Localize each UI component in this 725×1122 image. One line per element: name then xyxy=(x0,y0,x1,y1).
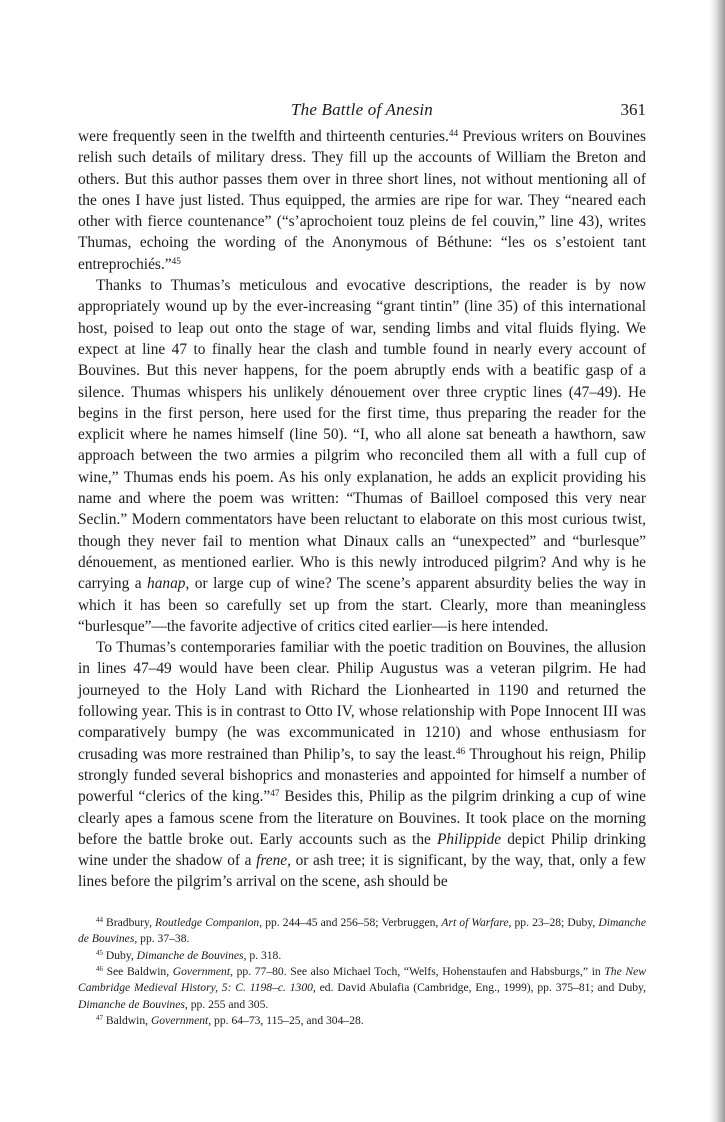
text-run: or large cup of wine? The scene’s apparent absurdity belies the way in which it has been so carefully set up from the start. Clearly, more than meaningless “burlesque”—the favorite adjective of critics cited earlier—is here intended. xyxy=(78,575,646,635)
italic-text: Dimanche de Bouvines, xyxy=(136,948,247,962)
note-reference: 47 xyxy=(96,1014,103,1023)
note-reference: 46 xyxy=(96,965,103,974)
body-text xyxy=(78,126,646,893)
text-run: Besides this, Philip as the pilgrim drinking a cup of wine clearly apes a famous scene from the literature on Bouvines. It took place on the morning before the battle broke out. Early accounts such as the xyxy=(78,788,647,848)
paragraph-2 xyxy=(78,275,646,637)
italic-text: Dimanche de Bouvines, xyxy=(78,915,646,946)
italic-text: Government, xyxy=(172,964,233,978)
italic-text: frene, xyxy=(256,852,291,870)
paragraph-1 xyxy=(78,126,646,275)
footnotes xyxy=(78,915,646,1030)
text-run: ed. David Abulafia (Cambridge, Eng., 1999), pp. 375–81; and Duby, xyxy=(315,981,646,995)
book-page xyxy=(78,96,646,1030)
text-run: pp. 77–80. See also Michael Toch, “Welfs, Hohenstaufen and Habsburgs,” in xyxy=(232,964,605,978)
text-run: Duby, xyxy=(102,948,137,962)
italic-text: Government, xyxy=(150,1014,212,1028)
note-reference: 44 xyxy=(96,915,103,924)
text-run: pp. 255 and 305. xyxy=(187,997,269,1011)
italic-text: Routledge Companion, xyxy=(155,915,263,929)
page-edge-shadow xyxy=(709,0,725,1122)
italic-text: Dimanche de Bouvines, xyxy=(78,997,188,1011)
footnote-44 xyxy=(78,915,646,948)
text-run: pp. 23–28; Duby, xyxy=(511,915,599,929)
page-number: 361 xyxy=(620,100,646,119)
note-reference: 45 xyxy=(96,948,103,957)
running-title: The Battle of Anesin xyxy=(290,100,434,119)
note-reference: 47 xyxy=(270,788,280,799)
text-run: Bradbury, xyxy=(102,915,156,929)
text-run: Baldwin, xyxy=(102,1014,151,1028)
text-run: depict Philip drinking wine under the shadow of a xyxy=(78,830,646,870)
text-run: were frequently seen in the twelfth and thirteenth centuries. xyxy=(78,128,449,145)
note-reference: 44 xyxy=(448,127,459,138)
text-run: p. 318. xyxy=(246,948,282,962)
paragraph-3 xyxy=(78,637,646,893)
italic-text: The New Cambridge Medieval History, 5: C. 1198–c. 1300, xyxy=(78,964,646,995)
italic-text: Art of Warfare, xyxy=(441,915,512,929)
footnote-46 xyxy=(78,964,646,1013)
text-run: pp. 64–73, 115–25, and 304–28. xyxy=(211,1014,364,1028)
text-run: Thanks to Thumas’s meticulous and evocative descriptions, the reader is by now appropriately wound up by the ever-increasing “grant tintin” (line 35) of this international host, poised to leap out onto the stage of war, sending limbs and vital fluids flying. We expect at line 47 to finally hear the clash and tumble found in nearly every account of Bouvines. But this never happens, for the poem abruptly ends with a beatific gasp of a silence. Thumas whispers his unlikely dénouement over three cryptic lines (47–49). He begins in the first person, here used for the first time, thus preparing the reader for the explicit where he names himself (line 50). “I, who all alone sat beneath a hawthorn, saw approach between the two armies a pilgrim who reconciled them all with a full cup of wine,” Thumas ends his poem. As his only explanation, he adds an explicit providing his name and where the poem was written: “Thumas of Bailloel composed this very near Seclin.” Modern commentators have been reluctant to elaborate on this most curious twist, though they never fail to mention what Dinaux calls an “unexpected” and “burlesque” dénouement, as mentioned earlier. Who is this newly introduced pilgrim? And why is he carrying a xyxy=(78,277,646,593)
note-reference: 46 xyxy=(455,745,466,756)
text-run: See Baldwin, xyxy=(102,964,173,978)
text-run: pp. 244–45 and 256–58; Verbruggen, xyxy=(262,915,442,929)
italic-text: hanap, xyxy=(147,575,190,593)
footnote-47 xyxy=(78,1013,646,1029)
text-run: To Thumas’s contemporaries familiar with the poetic tradition on Bouvines, the allusion in lines 47–49 would have been clear. Philip Augustus was a veteran pilgrim. He had journeyed to the Holy Land with Richard the Lionhearted in 1190 and returned the following year. This is in contrast to Otto IV, whose relationship with Pope Innocent III was comparatively bumpy (he was excommunicated in 1210) and whose enthusiasm for crusading was more restrained than Philip’s, to say the least. xyxy=(78,639,646,763)
text-run: or ash tree; it is significant, by the way, that, only a few lines before the pilgrim’s arrival on the scene, ash should be xyxy=(78,852,646,891)
footnote-45 xyxy=(78,948,646,964)
running-head xyxy=(78,96,646,124)
text-run: Previous writers on Bouvines relish such details of military dress. They fill up the accounts of William the Breton and others. But this author passes them over in three short lines, not without mentioning all of the ones I have just listed. Thus equipped, the armies are ripe for war. They “neared each other with fierce countenance” (“s’aprochoient touz pleins de fel couvin,” line 43), writes Thumas, echoing the wording of the Anonymous of Béthune: “les os s’estoient tant entreprochiés.” xyxy=(78,128,646,273)
text-run: Throughout his reign, Philip strongly funded several bishoprics and monasteries and appointed for himself a number of powerful “clerics of the king.” xyxy=(78,745,646,806)
italic-text: Philippide xyxy=(436,830,502,848)
text-run: pp. 37–38. xyxy=(137,932,190,946)
note-reference: 45 xyxy=(171,255,181,266)
